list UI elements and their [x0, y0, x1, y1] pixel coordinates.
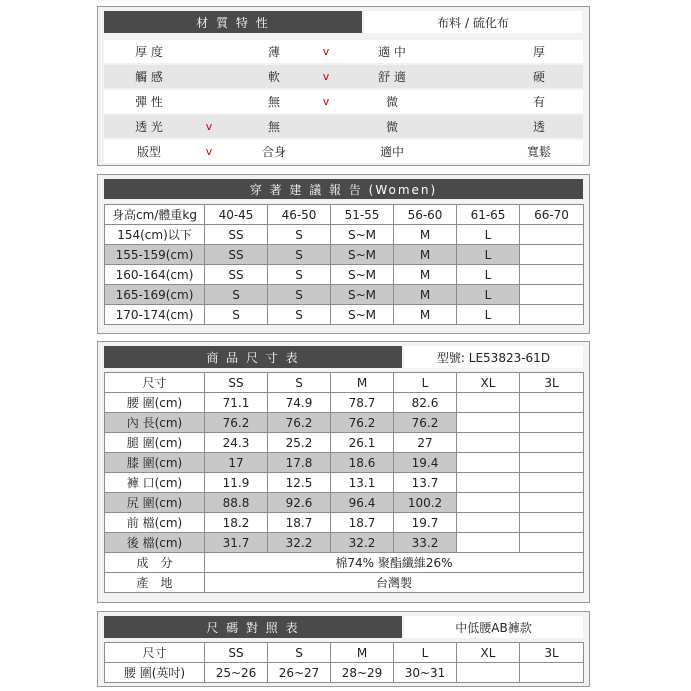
table-cell: 76.2: [205, 413, 268, 433]
table-cell: 32.2: [331, 533, 394, 553]
check-mark-icon: v: [322, 70, 330, 83]
composition-row: [105, 553, 584, 573]
table-cell: 32.2: [268, 533, 331, 553]
table-cell: S: [268, 245, 331, 265]
table-cell: S~M: [331, 265, 394, 285]
table-row: [105, 305, 584, 325]
origin-value: 台灣製: [205, 573, 584, 593]
table-header-row: [105, 373, 584, 393]
table-cell: 76.2: [331, 413, 394, 433]
table-cell: L: [457, 265, 520, 285]
table-cell: 24.3: [205, 433, 268, 453]
table-cell: 18.7: [331, 513, 394, 533]
composition-label: 成 分: [105, 553, 205, 573]
table-cell: [520, 225, 584, 245]
table-cell: S~M: [331, 245, 394, 265]
row-label: 尻 圍(cm): [105, 493, 205, 513]
origin-label: 產 地: [105, 573, 205, 593]
table-cell: [457, 513, 520, 533]
table-cell: 92.6: [268, 493, 331, 513]
table-row: [105, 245, 584, 265]
model-number: 型號: LE53823-61D: [404, 346, 583, 368]
recommend-table: [104, 204, 584, 325]
material-option: 適中: [379, 145, 404, 159]
row-label: 160-164(cm): [105, 265, 205, 285]
table-cell: 17: [205, 453, 268, 473]
row-label: 內 長(cm): [105, 413, 205, 433]
table-row: [105, 225, 584, 245]
header-cell: SS: [205, 373, 268, 393]
waist-panel: [97, 611, 590, 687]
header-cell: 46-50: [268, 205, 331, 225]
recommend-title: 穿 著 建 議 報 告 (Women): [104, 179, 583, 199]
table-cell: S: [205, 285, 268, 305]
size-table: [104, 372, 584, 593]
row-label: 腿 圍(cm): [105, 433, 205, 453]
row-label: 膝 圍(cm): [105, 453, 205, 473]
table-cell: [457, 393, 520, 413]
material-option: 舒 適: [378, 70, 406, 84]
material-option: 寬鬆: [526, 145, 551, 159]
row-label: 腰 圍(cm): [105, 393, 205, 413]
origin-row: [105, 573, 584, 593]
row-label: 腰 圍(英吋): [105, 663, 205, 683]
header-cell: L: [394, 643, 457, 663]
table-row: [105, 533, 584, 553]
table-cell: [457, 453, 520, 473]
header-cell: 3L: [520, 643, 584, 663]
material-option: 薄: [267, 45, 280, 59]
header-cell: 身高cm/體重kg: [105, 205, 205, 225]
table-row: [105, 285, 584, 305]
table-cell: S~M: [331, 285, 394, 305]
table-cell: S: [268, 225, 331, 245]
table-cell: S: [268, 305, 331, 325]
table-cell: [520, 533, 584, 553]
header-cell: 66-70: [520, 205, 584, 225]
table-cell: 76.2: [394, 413, 457, 433]
row-label: 155-159(cm): [105, 245, 205, 265]
table-cell: 19.7: [394, 513, 457, 533]
material-row-label: 觸 感: [135, 70, 163, 84]
table-cell: S~M: [331, 225, 394, 245]
table-cell: 26~27: [268, 663, 331, 683]
table-cell: M: [394, 225, 457, 245]
table-cell: 18.7: [268, 513, 331, 533]
table-cell: 13.1: [331, 473, 394, 493]
table-row: [105, 453, 584, 473]
table-row: [105, 265, 584, 285]
table-cell: S: [268, 265, 331, 285]
material-title: 材 質 特 性: [104, 11, 362, 33]
table-cell: S~M: [331, 305, 394, 325]
table-cell: 33.2: [394, 533, 457, 553]
table-cell: L: [457, 225, 520, 245]
table-cell: 100.2: [394, 493, 457, 513]
table-cell: L: [457, 285, 520, 305]
material-row: [104, 140, 583, 163]
table-cell: [520, 393, 584, 413]
table-cell: 74.9: [268, 393, 331, 413]
table-cell: [520, 245, 584, 265]
table-header-row: [105, 643, 584, 663]
table-cell: 28~29: [331, 663, 394, 683]
table-cell: 25.2: [268, 433, 331, 453]
material-row: [104, 90, 583, 113]
table-cell: SS: [205, 245, 268, 265]
row-label: 後 檔(cm): [105, 533, 205, 553]
material-option: 軟: [267, 70, 280, 84]
material-row: [104, 65, 583, 88]
table-cell: [520, 265, 584, 285]
material-panel: [97, 6, 590, 166]
table-cell: [457, 663, 520, 683]
table-row: [105, 493, 584, 513]
material-option: 適 中: [378, 45, 406, 59]
table-cell: [520, 433, 584, 453]
table-cell: M: [394, 265, 457, 285]
waist-style: 中低腰AB褲款: [404, 616, 583, 638]
header-cell: 61-65: [457, 205, 520, 225]
material-row: [104, 115, 583, 138]
size-panel: [97, 341, 590, 603]
table-cell: [520, 493, 584, 513]
table-cell: [457, 413, 520, 433]
material-option: 微: [385, 120, 398, 134]
header-cell: 51-55: [331, 205, 394, 225]
table-cell: [457, 473, 520, 493]
table-cell: 71.1: [205, 393, 268, 413]
material-row-label: 版型: [136, 145, 161, 159]
table-cell: [520, 513, 584, 533]
table-row: [105, 433, 584, 453]
material-option: 無: [267, 95, 280, 109]
table-header-row: [105, 205, 584, 225]
table-cell: [457, 533, 520, 553]
table-cell: M: [394, 305, 457, 325]
material-option: 無: [267, 120, 280, 134]
table-cell: 12.5: [268, 473, 331, 493]
table-row: [105, 473, 584, 493]
material-option: 透: [532, 120, 545, 134]
table-cell: [457, 493, 520, 513]
table-cell: [520, 285, 584, 305]
row-label: 前 檔(cm): [105, 513, 205, 533]
table-cell: L: [457, 305, 520, 325]
material-option: 合身: [261, 145, 286, 159]
table-row: [105, 393, 584, 413]
check-mark-icon: v: [322, 45, 330, 58]
table-cell: S: [268, 285, 331, 305]
table-cell: [520, 305, 584, 325]
check-mark-icon: v: [205, 120, 213, 133]
fabric-label: 布料 / 硫化布: [364, 11, 582, 33]
header-cell: S: [268, 373, 331, 393]
table-cell: 76.2: [268, 413, 331, 433]
header-cell: 56-60: [394, 205, 457, 225]
table-cell: M: [394, 245, 457, 265]
row-label: 165-169(cm): [105, 285, 205, 305]
table-cell: [520, 453, 584, 473]
table-cell: [520, 473, 584, 493]
table-cell: 18.6: [331, 453, 394, 473]
header-cell: M: [331, 373, 394, 393]
table-cell: L: [457, 245, 520, 265]
table-cell: 82.6: [394, 393, 457, 413]
size-title: 商 品 尺 寸 表: [104, 346, 402, 368]
table-cell: 25~26: [205, 663, 268, 683]
table-cell: 27: [394, 433, 457, 453]
waist-table: [104, 642, 584, 683]
material-row-label: 透 光: [135, 120, 163, 134]
table-cell: [520, 413, 584, 433]
header-cell: 40-45: [205, 205, 268, 225]
header-cell: S: [268, 643, 331, 663]
table-cell: 30~31: [394, 663, 457, 683]
header-cell: XL: [457, 643, 520, 663]
table-row: [105, 513, 584, 533]
row-label: 褲 口(cm): [105, 473, 205, 493]
table-cell: 78.7: [331, 393, 394, 413]
table-cell: M: [394, 285, 457, 305]
table-cell: 96.4: [331, 493, 394, 513]
table-cell: 13.7: [394, 473, 457, 493]
table-cell: 88.8: [205, 493, 268, 513]
header-cell: XL: [457, 373, 520, 393]
composition-value: 棉74% 聚酯纖維26%: [205, 553, 584, 573]
recommend-panel: [97, 174, 590, 334]
table-cell: 26.1: [331, 433, 394, 453]
header-cell: 尺寸: [105, 373, 205, 393]
material-option: 微: [385, 95, 398, 109]
table-cell: 18.2: [205, 513, 268, 533]
header-cell: M: [331, 643, 394, 663]
header-cell: SS: [205, 643, 268, 663]
check-mark-icon: v: [322, 95, 330, 108]
row-label: 170-174(cm): [105, 305, 205, 325]
table-row: [105, 663, 584, 683]
material-row-label: 厚 度: [135, 45, 163, 59]
header-cell: 尺寸: [105, 643, 205, 663]
material-option: 厚: [532, 45, 545, 59]
table-cell: [457, 433, 520, 453]
table-cell: [520, 663, 584, 683]
header-cell: 3L: [520, 373, 584, 393]
material-row-label: 彈 性: [135, 95, 163, 109]
waist-title: 尺 碼 對 照 表: [104, 616, 402, 638]
table-cell: 11.9: [205, 473, 268, 493]
check-mark-icon: v: [205, 145, 213, 158]
table-cell: 31.7: [205, 533, 268, 553]
table-cell: 17.8: [268, 453, 331, 473]
table-cell: SS: [205, 225, 268, 245]
table-cell: S: [205, 305, 268, 325]
header-cell: L: [394, 373, 457, 393]
material-row: [104, 40, 583, 63]
table-cell: SS: [205, 265, 268, 285]
row-label: 154(cm)以下: [105, 225, 205, 245]
table-cell: 19.4: [394, 453, 457, 473]
material-option: 有: [532, 95, 545, 109]
material-option: 硬: [532, 70, 545, 84]
table-row: [105, 413, 584, 433]
